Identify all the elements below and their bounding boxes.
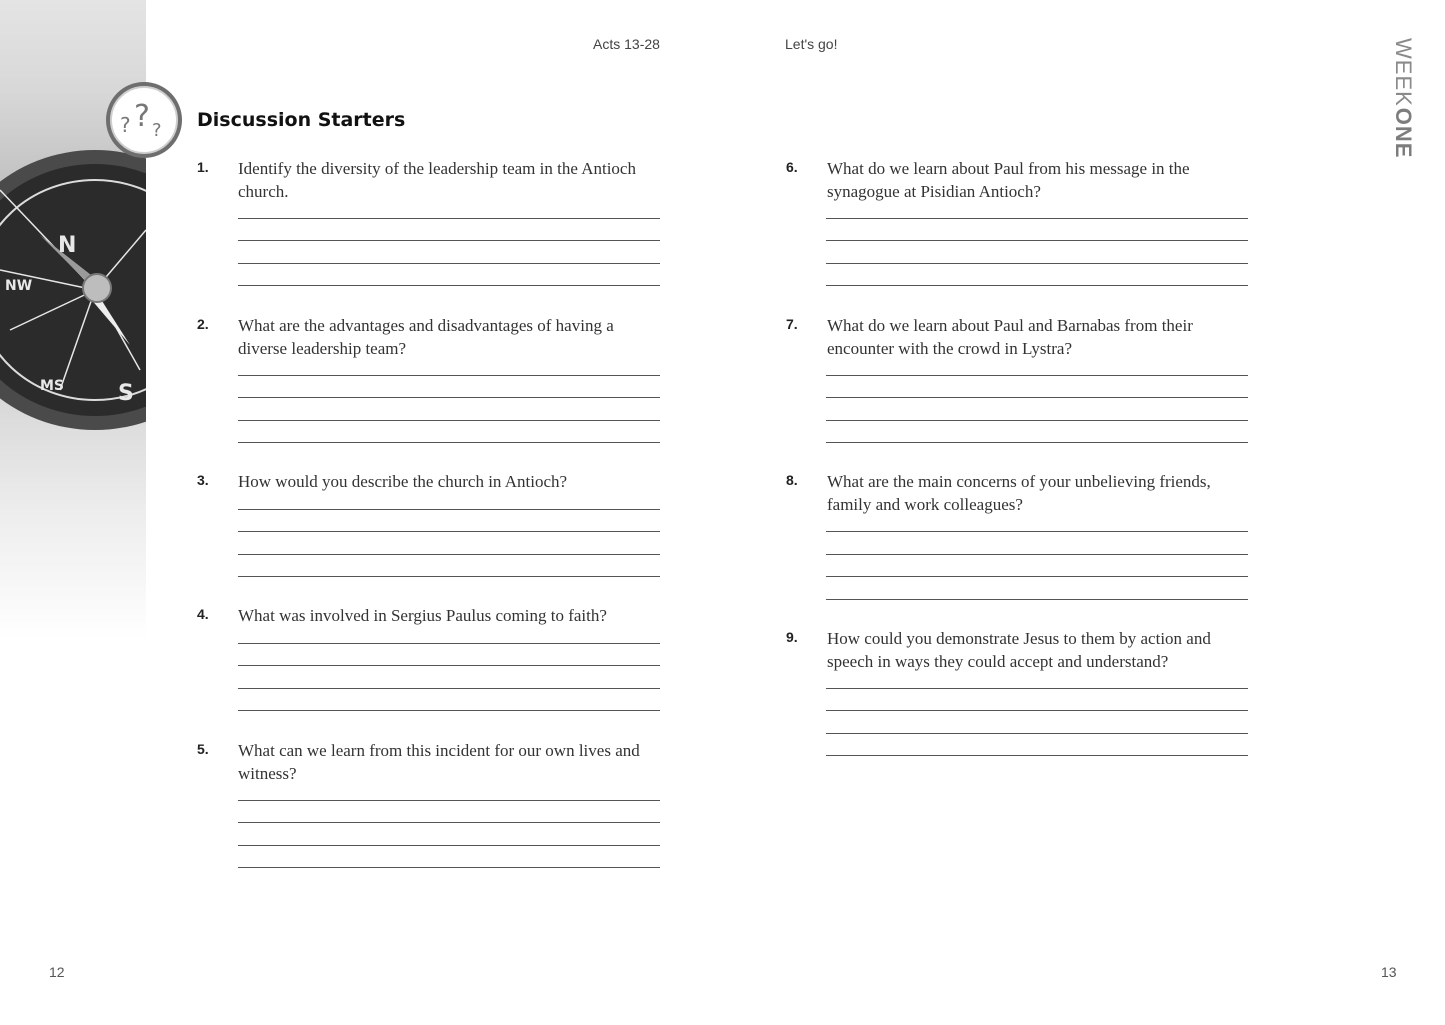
question-number: 1. (197, 159, 209, 175)
page-number-left: 12 (49, 964, 65, 980)
answer-line[interactable] (826, 554, 1248, 555)
answer-line[interactable] (826, 240, 1248, 241)
answer-line[interactable] (238, 218, 660, 219)
week-label: WEEK (1391, 38, 1416, 107)
svg-text:N: N (58, 233, 77, 258)
answer-line[interactable] (238, 397, 660, 398)
svg-text:MS: MS (40, 378, 65, 394)
answer-line[interactable] (238, 285, 660, 286)
svg-text:S: S (118, 381, 134, 406)
answer-line[interactable] (238, 442, 660, 443)
question-number: 6. (786, 159, 798, 175)
answer-line[interactable] (826, 755, 1248, 756)
question-number: 2. (197, 316, 209, 332)
answer-line[interactable] (238, 576, 660, 577)
answer-line[interactable] (238, 531, 660, 532)
answer-line[interactable] (238, 643, 660, 644)
question-text: How could you demonstrate Jesus to them by action and speech in ways they could accept and understand? (827, 629, 1211, 671)
answer-line[interactable] (826, 733, 1248, 734)
question-number: 7. (786, 316, 798, 332)
answer-line[interactable] (826, 263, 1248, 264)
question-text: What are the main concerns of your unbelieving friends, family and work colleagues? (827, 472, 1211, 514)
page-number-right: 13 (1381, 964, 1397, 980)
week-side-tab (1388, 38, 1418, 178)
question-number: 4. (197, 606, 209, 622)
answer-line[interactable] (826, 710, 1248, 711)
question-number: 9. (786, 629, 798, 645)
answer-line[interactable] (826, 375, 1248, 376)
answer-line[interactable] (826, 218, 1248, 219)
question-text: What was involved in Sergius Paulus coming to faith? (238, 606, 607, 625)
answer-line[interactable] (238, 554, 660, 555)
answer-line[interactable] (238, 800, 660, 801)
question-text: How would you describe the church in Antioch? (238, 472, 568, 491)
question-text: What do we learn about Paul from his message in the synagogue at Pisidian Antioch? (827, 159, 1190, 201)
answer-line[interactable] (238, 845, 660, 846)
question-number: 3. (197, 472, 209, 488)
question-text: What can we learn from this incident for our own lives and witness? (238, 741, 640, 783)
answer-line[interactable] (826, 576, 1248, 577)
svg-text:?: ? (120, 113, 131, 137)
svg-text:?: ? (134, 99, 150, 134)
answer-line[interactable] (826, 397, 1248, 398)
svg-text:?: ? (152, 120, 162, 141)
answer-line[interactable] (238, 867, 660, 868)
running-head-right: Let's go! (785, 36, 838, 52)
answer-line[interactable] (238, 710, 660, 711)
answer-line[interactable] (238, 665, 660, 666)
answer-line[interactable] (826, 442, 1248, 443)
answer-line[interactable] (238, 420, 660, 421)
answer-line[interactable] (238, 509, 660, 510)
answer-line[interactable] (826, 688, 1248, 689)
question-marks-icon (104, 80, 184, 160)
question-text: What do we learn about Paul and Barnabas from their encounter with the crowd in Lystra? (827, 316, 1193, 358)
svg-text:NW: NW (5, 278, 33, 294)
answer-line[interactable] (826, 420, 1248, 421)
running-head-left: Acts 13-28 (593, 36, 660, 52)
section-title: Discussion Starters (197, 109, 406, 131)
question-number: 8. (786, 472, 798, 488)
question-number: 5. (197, 741, 209, 757)
question-text: Identify the diversity of the leadership team in the Antioch church. (238, 159, 636, 201)
answer-line[interactable] (826, 599, 1248, 600)
answer-line[interactable] (238, 822, 660, 823)
question-text: What are the advantages and disadvantages of having a diverse leadership team? (238, 316, 614, 358)
answer-line[interactable] (238, 240, 660, 241)
answer-line[interactable] (238, 375, 660, 376)
answer-line[interactable] (238, 263, 660, 264)
week-number: ONE (1391, 107, 1416, 159)
answer-line[interactable] (826, 285, 1248, 286)
answer-line[interactable] (238, 688, 660, 689)
answer-line[interactable] (826, 531, 1248, 532)
